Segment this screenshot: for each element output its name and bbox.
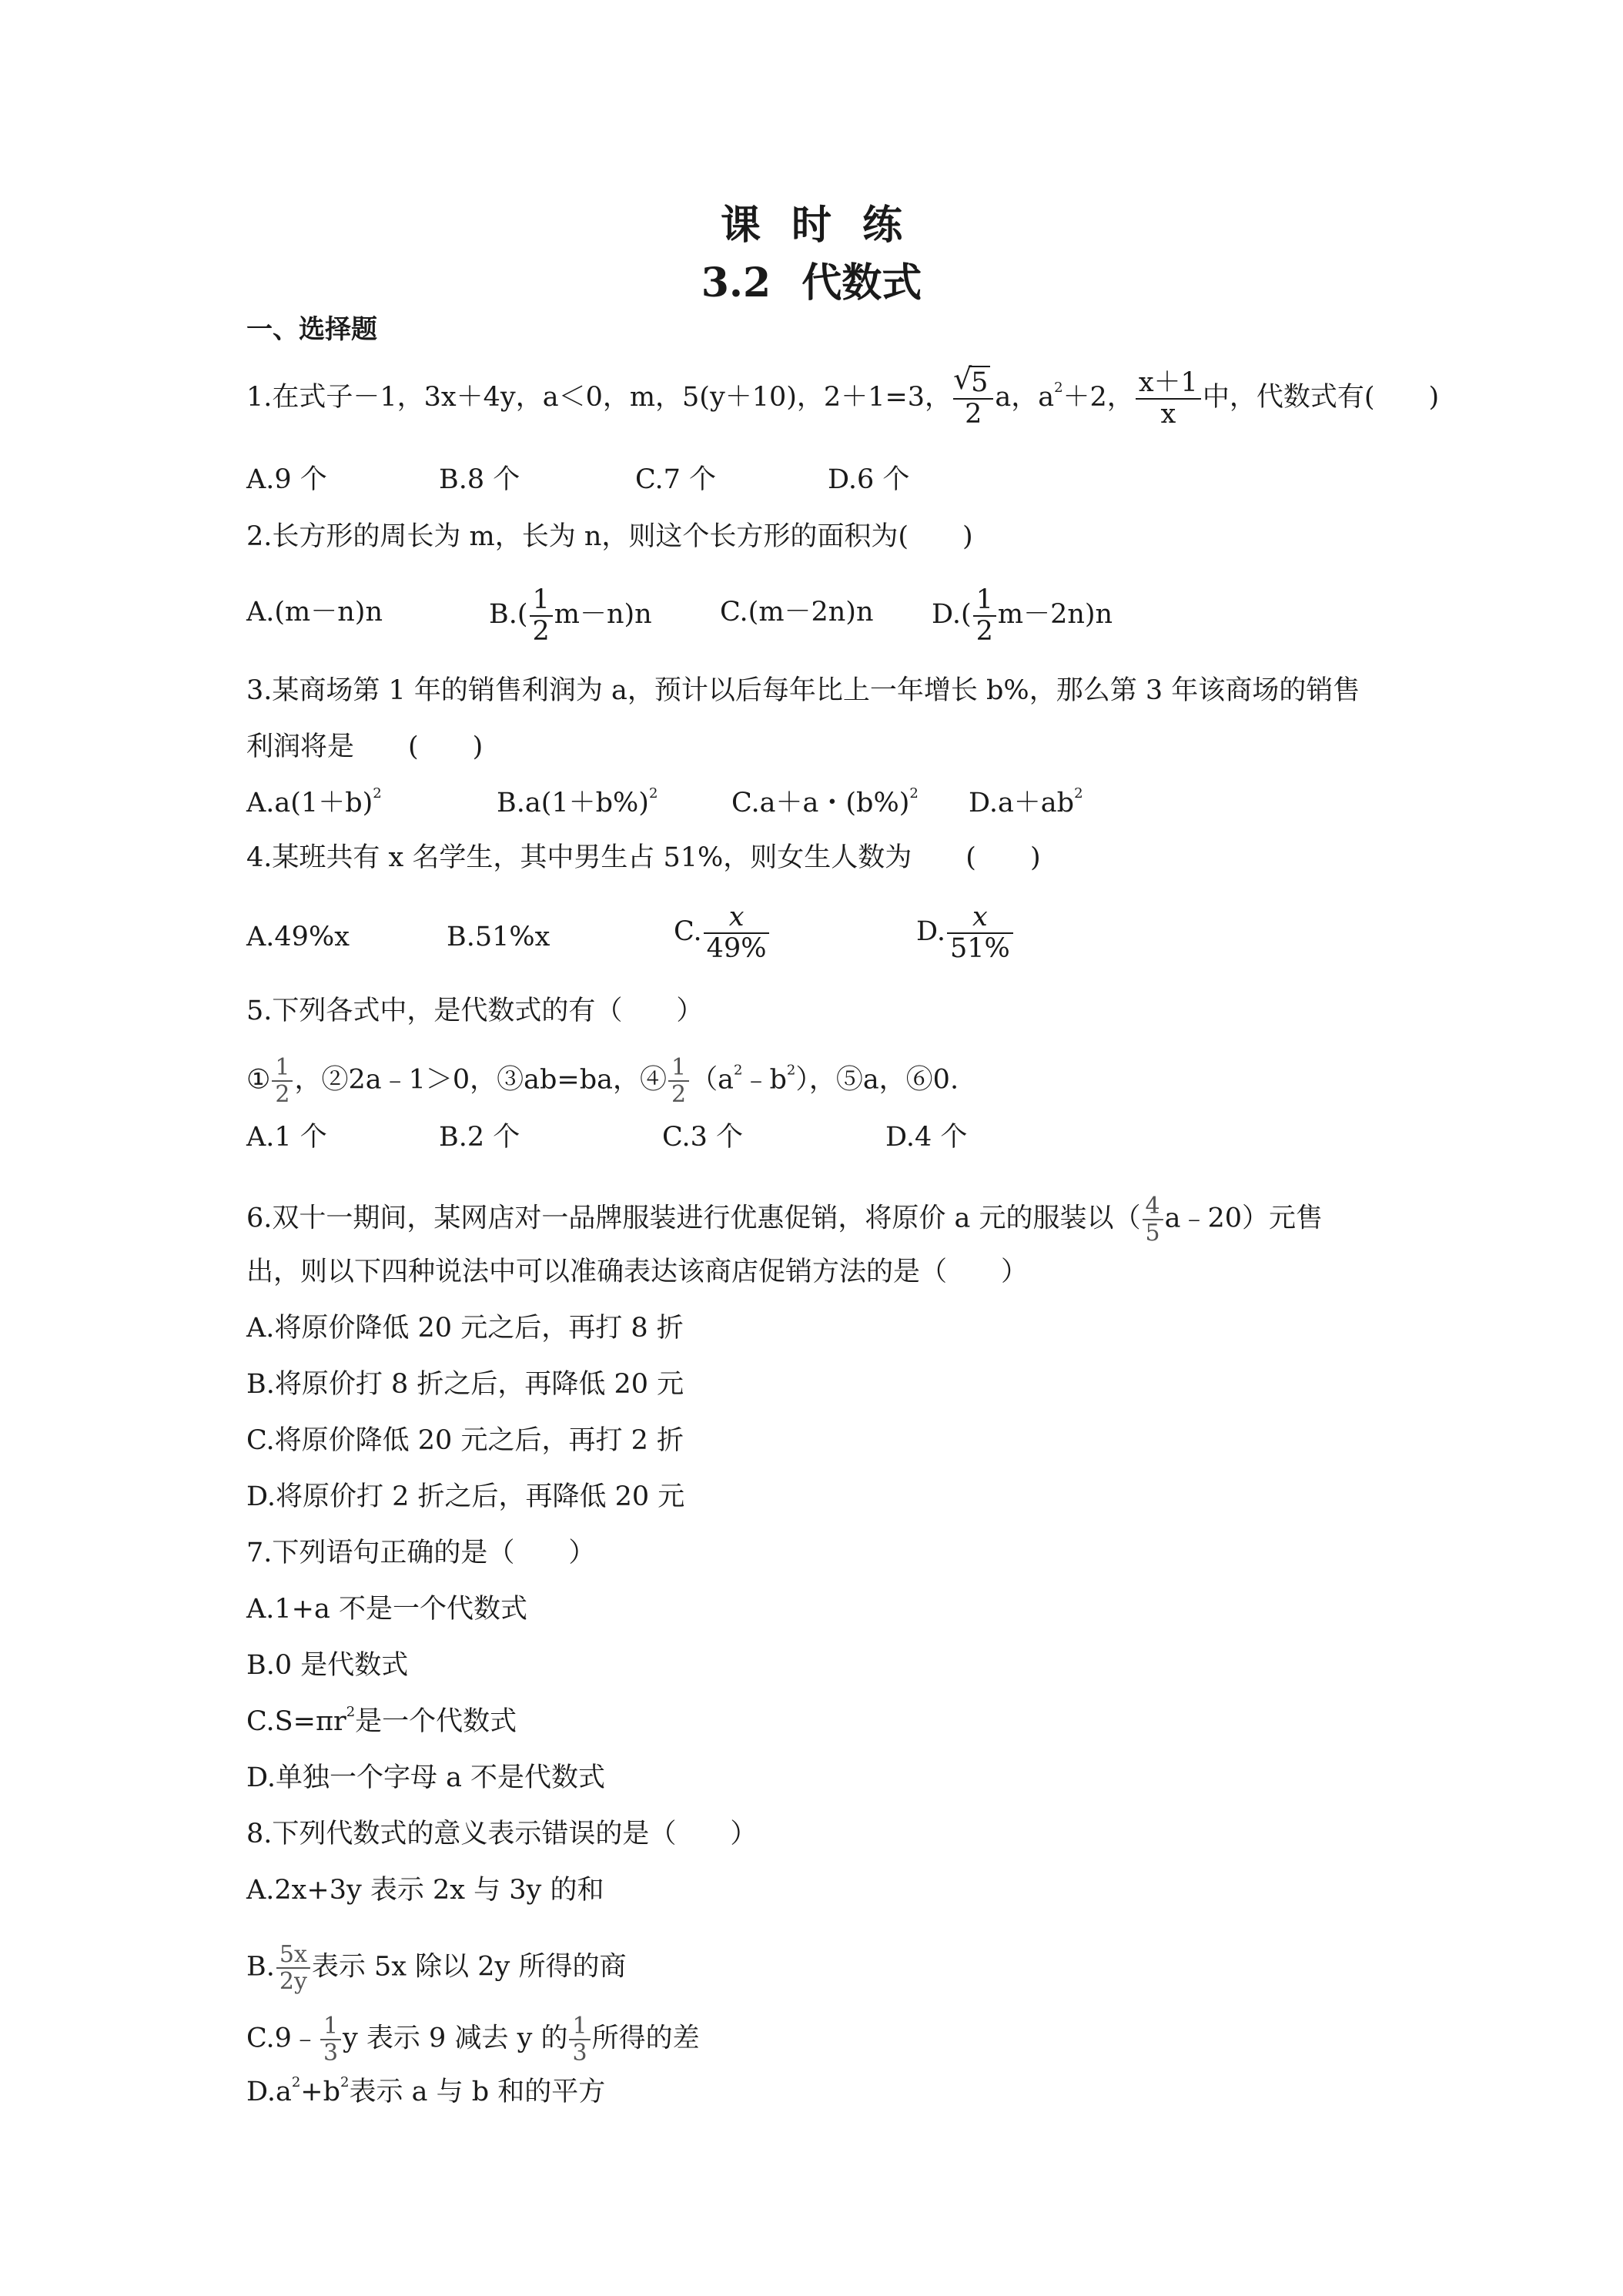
one-third-fraction: $\frac{1}{3}$ [320,2013,341,2066]
question-5-option-d: D.4 个 [885,1122,968,1153]
worksheet-title: 课时练 [720,202,933,249]
question-6-option-c: C.将原价降低 20 元之后，再打 2 折 [246,1425,684,1456]
question-6-stem-line-2: 出，则以下四种说法中可以准确表达该商店促销方法的是（ ） [246,1257,1029,1287]
question-6-stem-line-1: 6.双十一期间，某网店对一品牌服装进行优惠促销，将原价 a 元的服装以（ $\frac{4}{5}$ a﹣20）元售 [246,1193,1323,1247]
question-6-option-d: D.将原价打 2 折之后，再降低 20 元 [246,1481,685,1512]
question-4-option-b: B.51%x [447,922,550,952]
lesson-number: 3.2 [701,259,771,306]
question-8-option-a: A.2x+3y 表示 2x 与 3y 的和 [246,1875,604,1906]
x-over-51-percent-fraction: $\frac{x}{51\%}$ [947,902,1013,963]
lesson-title [0,250,1623,308]
question-2-option-d: D.( $\frac{1}{2}$ m－2n)n [932,584,1113,647]
question-4-stem: 4.某班共有 x 名学生，其中男生占 51%，则女生人数为 ( ) [246,842,1041,873]
one-third-fraction: $\frac{1}{3}$ [569,2013,590,2066]
question-1-stem: 1.在式子－1，3x＋4y，a＜0，m，5(y＋10)，2＋1=3， √ $\frac{5}{2}$ a，$a^2+2$， $\frac{x+1}{x}$ 中，代数式有( ) [246,368,1439,429]
question-1-option-b: B.8 个 [439,464,520,495]
sqrt5-over-2-fraction: √ $\frac{5}{2}$ [953,368,993,429]
question-3-stem-line-2: 利润将是 ( ) [246,731,484,762]
question-5-stem: 5.下列各式中，是代数式的有（ ） [246,996,704,1026]
question-2-option-b: B.( $\frac{1}{2}$ m－n)n [489,584,652,647]
half-fraction: $\frac{1}{2}$ [668,1055,689,1107]
question-3-stem-line-1: 3.某商场第 1 年的销售利润为 a，预计以后每年比上一年增长 b%，那么第 3 年该商场的销售 [246,675,1360,706]
5x-over-2y-fraction: $\frac{5x}{2y}$ [276,1942,310,1994]
x-plus-1-over-x-fraction: $\frac{x+1}{x}$ [1136,368,1201,429]
question-6-option-a: A.将原价降低 20 元之后，再打 8 折 [246,1313,684,1344]
question-2-option-a: A.(m－n)n [246,597,383,628]
question-8-option-d: $D.a^2+b^2$表示 a 与 b 和的平方 [246,2074,606,2107]
question-8-stem: 8.下列代数式的意义表示错误的是（ ） [246,1819,758,1849]
question-5-expressions: ① $\frac{1}{2}$ ，②2a﹣1＞0，③ab=ba，④ $\frac{1}{2}$ $(a^2﹣b^2)$，⑤a，⑥0. [246,1054,959,1108]
question-7-option-b: B.0 是代数式 [246,1650,409,1681]
lesson-name: 代数式 [801,259,922,306]
question-7-stem: 7.下列语句正确的是（ ） [246,1538,596,1568]
half-fraction: $\frac{1}{2}$ [272,1055,293,1107]
question-7-option-a: A.1+a 不是一个代数式 [246,1594,527,1625]
section-heading: 一、选择题 [246,314,377,345]
question-1-option-c: C.7 个 [635,464,717,495]
question-5-option-b: B.2 个 [439,1122,520,1153]
half-fraction: $\frac{1}{2}$ [530,585,553,646]
question-5-option-c: C.3 个 [662,1122,744,1153]
question-7-option-d: D.单独一个字母 a 不是代数式 [246,1762,606,1793]
half-fraction: $\frac{1}{2}$ [973,585,996,646]
question-6-option-b: B.将原价打 8 折之后，再降低 20 元 [246,1369,684,1400]
x-over-49-percent-fraction: $\frac{x}{49\%}$ [704,902,770,963]
question-3-option-c: C.a＋a・$(b\%)^2$ [731,785,919,818]
question-4-option-d: D. $\frac{x}{51\%}$ [916,902,1015,963]
four-fifths-fraction: $\frac{4}{5}$ [1143,1193,1163,1246]
question-8-option-c: C.9﹣ $\frac{1}{3}$ y 表示 9 减去 y 的 $\frac{1}{3}$ 所得的差 [246,2013,700,2067]
question-1-option-d: D.6 个 [828,464,910,495]
question-7-option-c: $C.S=\pi r^2$是一个代数式 [246,1704,517,1737]
question-8-option-b: B. $\frac{5x}{2y}$ 表示 5x 除以 2y 所得的商 [246,1941,627,1995]
question-5-option-a: A.1 个 [246,1122,327,1153]
question-2-stem: 2.长方形的周长为 m，长为 n，则这个长方形的面积为( ) [246,521,973,552]
question-2-option-c: C.(m－2n)n [720,597,874,628]
question-4-option-a: A.49%x [246,922,350,952]
question-3-option-a: $A.a(1+b)^2$ [246,785,382,818]
question-1-option-a: A.9 个 [246,464,327,495]
question-3-option-d: $D.a+ab^2$ [969,785,1083,818]
question-4-option-c: C. $\frac{x}{49\%}$ [674,902,771,963]
question-3-option-b: $B.a(1+b\%)^2$ [497,785,658,818]
